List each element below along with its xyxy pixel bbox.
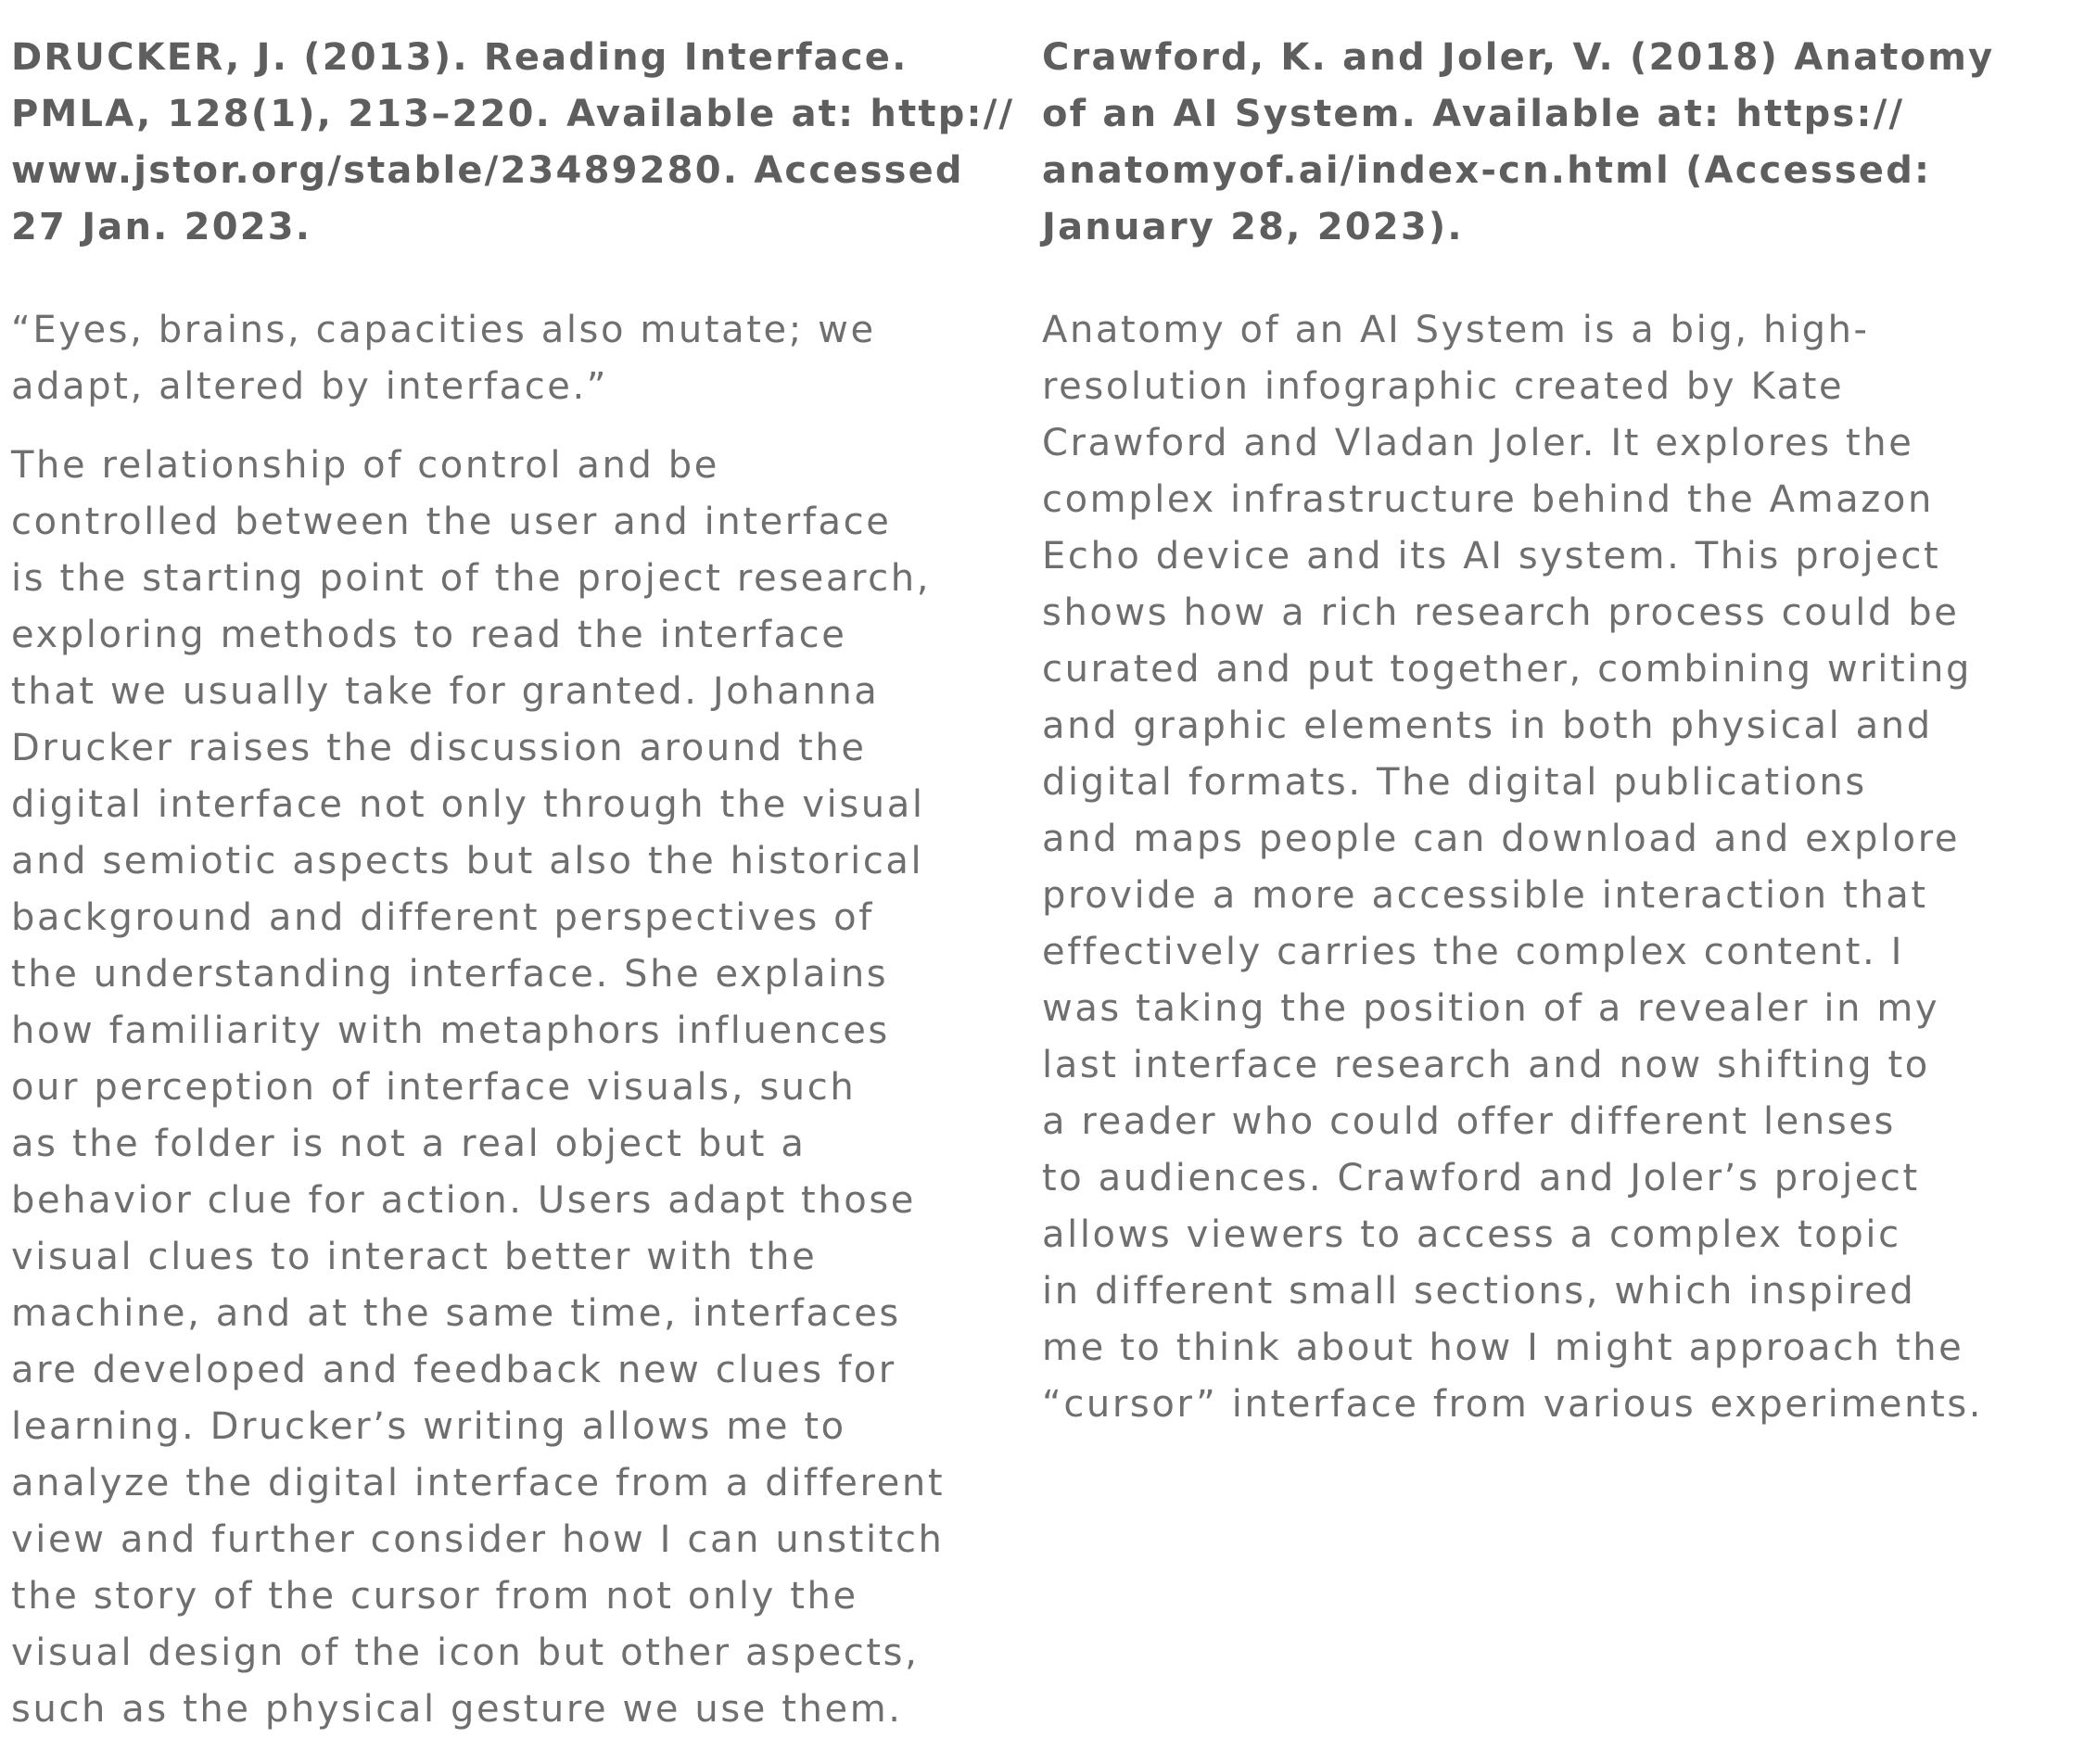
citation-line: January 28, 2023).: [1042, 206, 1464, 248]
paragraph-line: a reader who could offer different lenses: [1042, 1100, 1896, 1143]
paragraph-line: last interface research and now shifting to: [1042, 1044, 1930, 1086]
paragraph-line: effectively carries the complex content. I: [1042, 931, 1905, 973]
paragraph-line: digital formats. The digital publications: [1042, 761, 1867, 804]
paragraph-line: behavior clue for action. Users adapt those: [11, 1179, 917, 1222]
citation-line: 27 Jan. 2023.: [11, 206, 312, 248]
paragraph-line: learning. Drucker’s writing allows me to: [11, 1405, 846, 1448]
paragraph-line: digital interface not only through the visual: [11, 783, 925, 826]
paragraph-line: analyze the digital interface from a different: [11, 1462, 946, 1504]
paragraph-line: “cursor” interface from various experiments.: [1042, 1383, 1984, 1426]
paragraph-line: Echo device and its AI system. This project: [1042, 535, 1941, 577]
left-column: [11, 30, 1015, 1738]
paragraph-line: complex infrastructure behind the Amazon: [1042, 478, 1934, 521]
citation-line: DRUCKER, J. (2013). Reading Interface.: [11, 36, 909, 79]
paragraph-line: the story of the cursor from not only the: [11, 1575, 858, 1618]
paragraph-line: that we usually take for granted. Johanna: [11, 670, 880, 713]
paragraph-line: the understanding interface. She explains: [11, 953, 889, 996]
right-column: [1042, 30, 2071, 1433]
paragraph-line: Drucker raises the discussion around the: [11, 727, 867, 769]
paragraph-line: background and different perspectives of: [11, 896, 874, 939]
paragraph-line: view and further consider how I can unstitch: [11, 1518, 945, 1561]
paragraph-line: Anatomy of an AI System is a big, high-: [1042, 309, 1870, 351]
citation-line: anatomyof.ai/index-cn.html (Accessed:: [1042, 149, 1932, 192]
quote-line: adapt, altered by interface.”: [11, 365, 609, 408]
paragraph-line: controlled between the user and interface: [11, 501, 892, 543]
paragraph-line: and graphic elements in both physical and: [1042, 704, 1933, 747]
drucker-citation: [11, 30, 1015, 256]
citation-line: Crawford, K. and Joler, V. (2018) Anatomy: [1042, 36, 1995, 79]
citation-line: www.jstor.org/stable/23489280. Accessed: [11, 149, 964, 192]
paragraph-line: in different small sections, which inspired: [1042, 1270, 1916, 1313]
paragraph-line: such as the physical gesture we use them.: [11, 1688, 903, 1731]
paragraph-line: provide a more accessible interaction that: [1042, 874, 1928, 917]
paragraph-line: as the folder is not a real object but a: [11, 1123, 807, 1165]
paragraph-line: machine, and at the same time, interfaces: [11, 1292, 901, 1335]
paragraph-line: resolution infographic created by Kate: [1042, 365, 1845, 408]
citation-line: of an AI System. Available at: https://: [1042, 93, 1905, 135]
crawford-joler-citation: [1042, 30, 2071, 256]
paragraph-line: Crawford and Vladan Joler. It explores the: [1042, 422, 1914, 464]
quote-line: “Eyes, brains, capacities also mutate; we: [11, 309, 876, 351]
paragraph-line: shows how a rich research process could be: [1042, 591, 1960, 634]
paragraph-line: curated and put together, combining writing: [1042, 648, 1972, 691]
paragraph-line: allows viewers to access a complex topic: [1042, 1213, 1901, 1256]
paragraph-line: our perception of interface visuals, such: [11, 1066, 857, 1109]
crawford-joler-paragraph: [1042, 302, 2071, 1433]
drucker-paragraph: [11, 438, 947, 1738]
paragraph-line: was taking the position of a revealer in my: [1042, 987, 1940, 1030]
paragraph-line: are developed and feedback new clues for: [11, 1349, 896, 1391]
paragraph-line: and semiotic aspects but also the historical: [11, 840, 924, 882]
paragraph-line: me to think about how I might approach the: [1042, 1326, 1964, 1369]
citation-line: PMLA, 128(1), 213–220. Available at: http://: [11, 93, 1015, 135]
paragraph-line: exploring methods to read the interface: [11, 614, 847, 656]
paragraph-line: and maps people can download and explore: [1042, 818, 1961, 860]
drucker-quote: [11, 302, 947, 415]
paragraph-line: The relationship of control and be: [11, 444, 719, 487]
paragraph-line: to audiences. Crawford and Joler’s project: [1042, 1157, 1920, 1199]
paragraph-line: visual clues to interact better with the: [11, 1236, 818, 1278]
paragraph-line: visual design of the icon but other aspects,: [11, 1631, 920, 1674]
paragraph-line: how familiarity with metaphors influences: [11, 1009, 890, 1052]
paragraph-line: is the starting point of the project research,: [11, 557, 932, 600]
